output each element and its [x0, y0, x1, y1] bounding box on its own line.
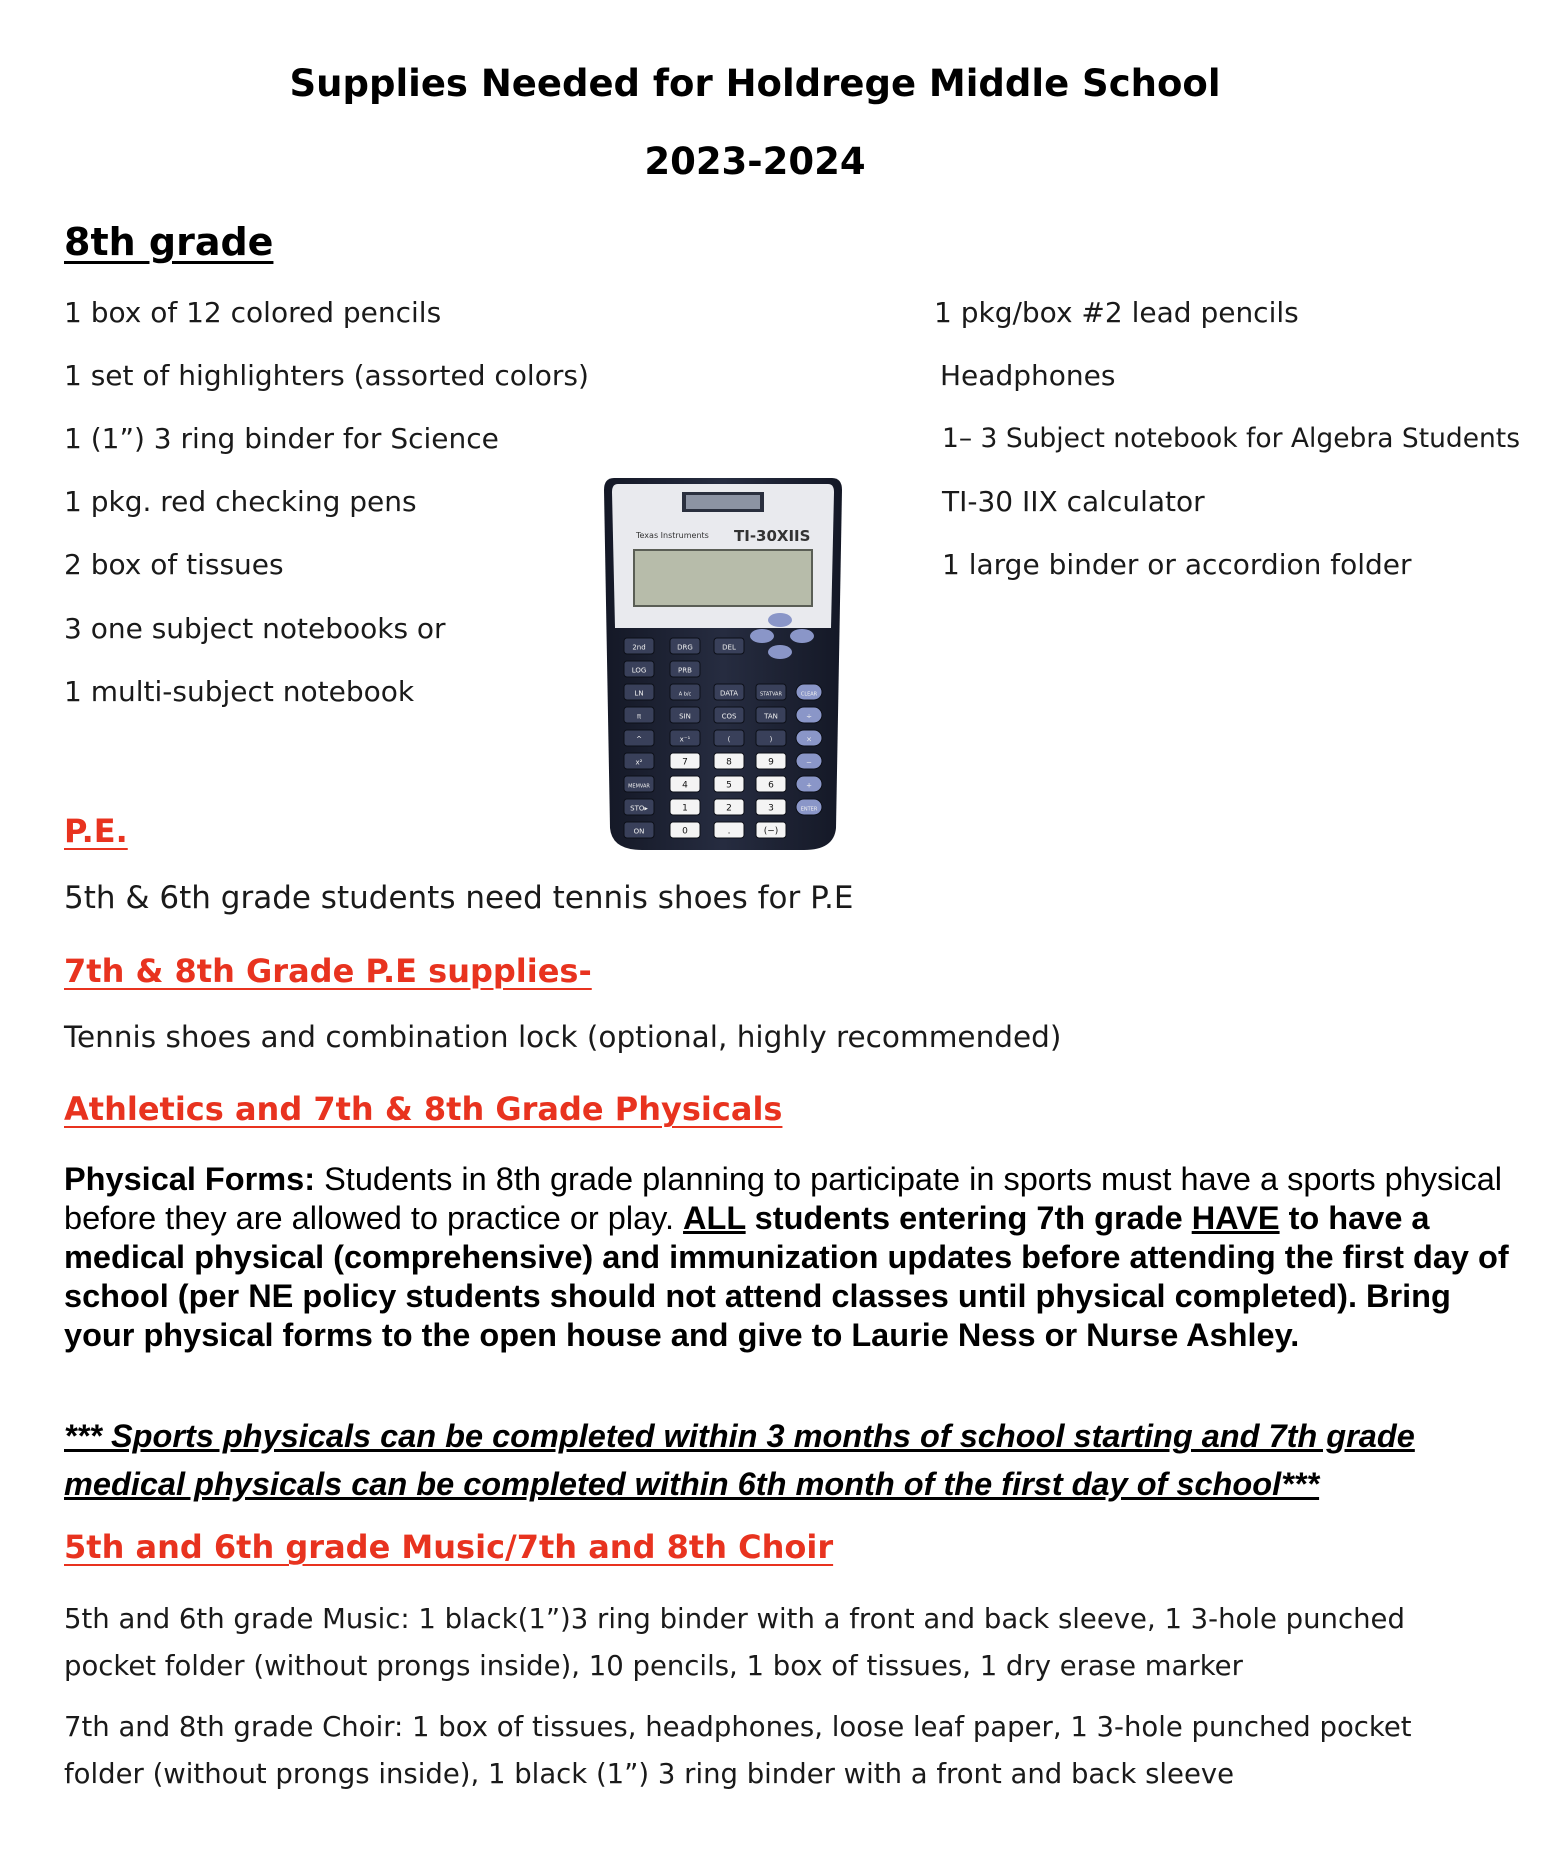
pe-heading: P.E. [64, 812, 128, 850]
calculator-key-label: 6 [768, 780, 774, 791]
calculator-key-label: SIN [679, 712, 691, 721]
list-item: 3 one subject notebooks or [64, 612, 446, 645]
calculator-icon [604, 478, 842, 850]
list-item: 1 pkg. red checking pens [64, 485, 417, 518]
school-year: 2023-2024 [644, 140, 866, 183]
physicals-note: *** Sports physicals can be completed within 3 months of school starting and 7th grade medical physicals can be completed within 6th month of the first day of school*** [64, 1418, 1415, 1502]
calculator-key-label: A b/c [678, 691, 692, 698]
athletics-heading: Athletics and 7th & 8th Grade Physicals [64, 1090, 783, 1128]
calculator-arrow-key [790, 629, 814, 643]
calculator-key-label: COS [721, 712, 737, 721]
list-item: 1 set of highlighters (assorted colors) [64, 359, 589, 392]
list-item: TI-30 IIX calculator [942, 485, 1205, 518]
calculator-key-label: + [806, 781, 812, 790]
music-heading: 5th and 6th grade Music/7th and 8th Choir [64, 1528, 834, 1566]
have-emphasis: HAVE [1191, 1200, 1280, 1236]
calculator-key-label: DRG [677, 643, 693, 652]
calculator-key-label: 2nd [632, 643, 646, 652]
calculator-arrow-key [750, 629, 774, 643]
calculator-key-label: PRB [678, 666, 692, 675]
calculator-key-label: STO▸ [630, 804, 648, 813]
calculator-key-label: ^ [636, 735, 642, 744]
calculator-key-label: 0 [682, 826, 688, 837]
calculator-key-label: LOG [631, 666, 647, 675]
list-item: 1 box of 12 colored pencils [64, 296, 442, 329]
calculator-key-label: CLEAR [800, 691, 818, 698]
physical-forms-paragraph: Physical Forms: Students in 8th grade planning to participate in sports must have a sports physical before they are allowed to practice or play. ALL students entering 7th grade HAVE to have a medical physical (comprehensive) and immunization updates before attending the first day of school (per NE policy students should not attend classes until physical completed). Bring your physical forms to the open house and give to Laurie Ness or Nurse Ashley. [64, 1161, 1509, 1353]
list-item: 1 large binder or accordion folder [942, 548, 1412, 581]
pe-78-heading: 7th & 8th Grade P.E supplies- [64, 952, 592, 990]
pe-78-line: Tennis shoes and combination lock (optional, highly recommended) [64, 1020, 1062, 1054]
calculator-key-label: LN [634, 689, 644, 698]
page-title: Supplies Needed for Holdrege Middle School [289, 62, 1221, 105]
calculator-key-label: x⁻¹ [679, 735, 691, 744]
calculator-key-label: 3 [768, 803, 774, 814]
calculator-key-label: 2 [726, 803, 732, 814]
calculator-key-label: 9 [768, 757, 774, 768]
calculator-key-label: MEMVAR [628, 783, 650, 790]
calculator-model: TI-30XIIS [734, 527, 811, 545]
calculator-key-label: × [806, 735, 812, 744]
eighth-grade-heading: 8th grade [64, 220, 274, 264]
list-item: 2 box of tissues [64, 548, 284, 581]
calculator-key-label: − [806, 758, 812, 767]
calculator-key-label: (−) [763, 826, 779, 837]
calculator-key-label: x² [635, 758, 643, 767]
calculator-key-label: 5 [726, 780, 732, 791]
calculator-key-label: 8 [726, 757, 732, 768]
calculator-arrow-key [768, 645, 792, 659]
pe-line: 5th & 6th grade students need tennis shoes for P.E [64, 880, 854, 916]
calculator-key-label: π [636, 712, 642, 721]
calculator-key-label: ON [633, 827, 645, 836]
all-emphasis: ALL [683, 1200, 746, 1236]
calculator-key-label: DATA [719, 689, 739, 698]
list-item: 1 multi-subject notebook [64, 675, 415, 708]
calculator-key-label: ENTER [800, 806, 818, 813]
calculator-key-label: 4 [682, 780, 688, 791]
list-item: 1 pkg/box #2 lead pencils [934, 296, 1299, 329]
calculator-key-label: TAN [764, 712, 778, 721]
list-item: Headphones [940, 359, 1116, 392]
choir-supplies: 7th and 8th grade Choir: 1 box of tissues, headphones, loose leaf paper, 1 3-hole punched pocket folder (without prongs inside), 1 black (1”) 3 ring binder with a front and back sleeve [64, 1711, 1412, 1790]
calculator-key-label: 7 [682, 757, 688, 768]
list-item: 1– 3 Subject notebook for Algebra Students [942, 423, 1521, 454]
calculator-key-label: ÷ [806, 712, 812, 721]
calculator-key-label: 1 [682, 803, 688, 814]
calculator-arrow-key [768, 613, 792, 627]
calculator-key-label: DEL [722, 643, 736, 652]
calculator-key-label: ) [769, 735, 773, 744]
calculator-key-label: STATVAR [760, 691, 782, 698]
music-supplies: 5th and 6th grade Music: 1 black(1”)3 ring binder with a front and back sleeve, 1 3-hole punched pocket folder (without prongs inside), 10 pencils, 1 box of tissues, 1 dry erase marker [64, 1603, 1405, 1682]
calculator-brand: Texas Instruments [636, 531, 709, 540]
calculator-key-label: . [727, 826, 731, 837]
physical-forms-label: Physical Forms: [64, 1161, 316, 1197]
list-item: 1 (1”) 3 ring binder for Science [64, 422, 499, 455]
calculator-key-label: ( [727, 735, 731, 744]
